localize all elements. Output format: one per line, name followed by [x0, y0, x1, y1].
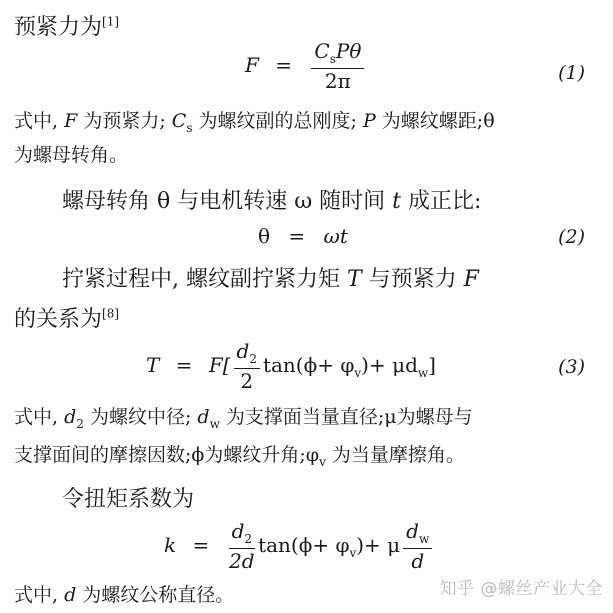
- eq1-num-c: C: [314, 39, 330, 63]
- eq2-number: (2): [558, 226, 585, 248]
- p3-text-b: 与预紧力: [361, 267, 464, 292]
- eq4-tan: tan(ϕ+ φ: [258, 532, 350, 557]
- eq3-den: 2: [240, 368, 254, 393]
- p4-line2-a: 支撑面间的摩擦因数;ϕ为螺纹升角;φ: [14, 444, 320, 466]
- eq3-fraction: [234, 340, 260, 393]
- p3-var-t: T: [346, 267, 362, 292]
- eq1-lhs: F: [245, 52, 259, 77]
- eq3-num-sub: 2: [249, 352, 257, 366]
- p4-var-d2: d: [64, 406, 77, 428]
- eq3-close: ]: [428, 352, 436, 377]
- p1-text-c: 为螺纹副的总刚度;: [192, 110, 363, 132]
- eq4-num2-sub: w: [418, 532, 430, 546]
- p1-text-a: 式中,: [14, 110, 65, 132]
- equation-4: [164, 520, 435, 573]
- p4-var-dw: d: [197, 406, 210, 428]
- paragraph-4-line-2: [14, 440, 465, 469]
- eq1-num-rest: Pθ: [335, 39, 362, 63]
- equation-3: [146, 340, 436, 393]
- eq1-equals: =: [275, 52, 293, 77]
- paragraph-1-line-2: 为螺母转角。: [14, 144, 129, 166]
- eq2-lhs: θ: [258, 224, 271, 248]
- paragraph-3-line-1: [62, 262, 479, 293]
- p6-text-b: 为螺纹公称直径。: [76, 584, 235, 606]
- eq1-number: (1): [558, 62, 585, 84]
- p2-text-a: 螺母转角 θ 与电机转速 ω 随时间: [62, 189, 393, 214]
- p1-var-f: F: [64, 110, 78, 132]
- paragraph-2: [62, 184, 481, 215]
- eq2-rhs: ωt: [323, 224, 348, 248]
- p6-text-a: 式中,: [14, 584, 65, 606]
- p6-var-d: d: [64, 584, 77, 606]
- p1-text-b: 为预紧力;: [77, 110, 172, 132]
- watermark: 知乎 @螺丝产业大全: [439, 579, 603, 599]
- eq4-rest: )+ μ: [356, 532, 401, 557]
- eq4-num: d: [231, 519, 245, 543]
- p4-var-d2-sub: 2: [76, 416, 84, 431]
- eq4-equals: =: [192, 532, 210, 557]
- eq3-rest: )+ μd: [361, 352, 418, 377]
- paragraph-5: 令扭矩系数为: [62, 487, 195, 512]
- eq3-lhs: T: [146, 352, 160, 377]
- equation-1: [245, 40, 367, 93]
- p3-line2-text: 的关系为: [14, 307, 103, 332]
- eq3-tan-sub: v: [354, 365, 362, 380]
- p1-var-p: P: [362, 110, 376, 132]
- eq3-f: F[: [208, 352, 231, 377]
- p1-var-theta: θ: [483, 110, 495, 132]
- p4-var-dw-sub: w: [209, 416, 220, 431]
- p4-line2-sub: v: [319, 454, 326, 469]
- p4-line2-b: 为当量摩擦角。: [325, 444, 465, 466]
- eq3-tan: tan(ϕ+ φ: [262, 352, 355, 377]
- eq3-num: d: [236, 339, 250, 363]
- eq2-equals: =: [288, 224, 306, 248]
- eq3-rest-sub: w: [417, 365, 429, 380]
- heading: [14, 10, 119, 41]
- paragraph-1-line-1: [14, 106, 495, 135]
- p1-var-c: C: [171, 110, 187, 132]
- eq4-tan-sub: v: [349, 545, 357, 560]
- eq3-equals: =: [175, 352, 193, 377]
- p2-text-b: 成正比:: [401, 189, 482, 214]
- p4-text-b: 为螺纹中径;: [83, 406, 198, 428]
- eq1-den: 2π: [324, 68, 351, 93]
- p1-text-d: 为螺纹螺距;: [375, 110, 484, 132]
- p3-text-a: 拧紧过程中, 螺纹副拧紧力矩: [62, 267, 347, 292]
- eq4-lhs: k: [164, 532, 177, 557]
- p1-var-c-sub: s: [186, 120, 193, 135]
- equation-2: [258, 224, 348, 248]
- eq1-num-c-sub: s: [329, 52, 336, 66]
- eq1-fraction: [311, 40, 364, 93]
- eq4-fraction-1: [229, 520, 255, 573]
- eq4-num2: d: [406, 519, 419, 543]
- p4-text-c: 为支撑面当量直径;μ为螺母与: [219, 406, 473, 428]
- p3-citation: [8]: [102, 306, 120, 321]
- heading-citation: [1]: [102, 14, 120, 29]
- paragraph-6: [14, 580, 234, 607]
- eq4-num-sub: 2: [244, 532, 253, 546]
- heading-text: 预紧力为: [14, 15, 103, 40]
- p2-var-t: t: [392, 189, 401, 214]
- paragraph-3-line-2: [14, 302, 119, 333]
- paragraph-4-line-1: [14, 402, 473, 431]
- eq4-fraction-2: [403, 520, 432, 573]
- p4-text-a: 式中,: [14, 406, 65, 428]
- eq3-number: (3): [558, 356, 585, 378]
- eq4-den2: d: [411, 548, 425, 573]
- eq4-den: 2d: [229, 548, 255, 573]
- p3-var-f: F: [463, 267, 479, 292]
